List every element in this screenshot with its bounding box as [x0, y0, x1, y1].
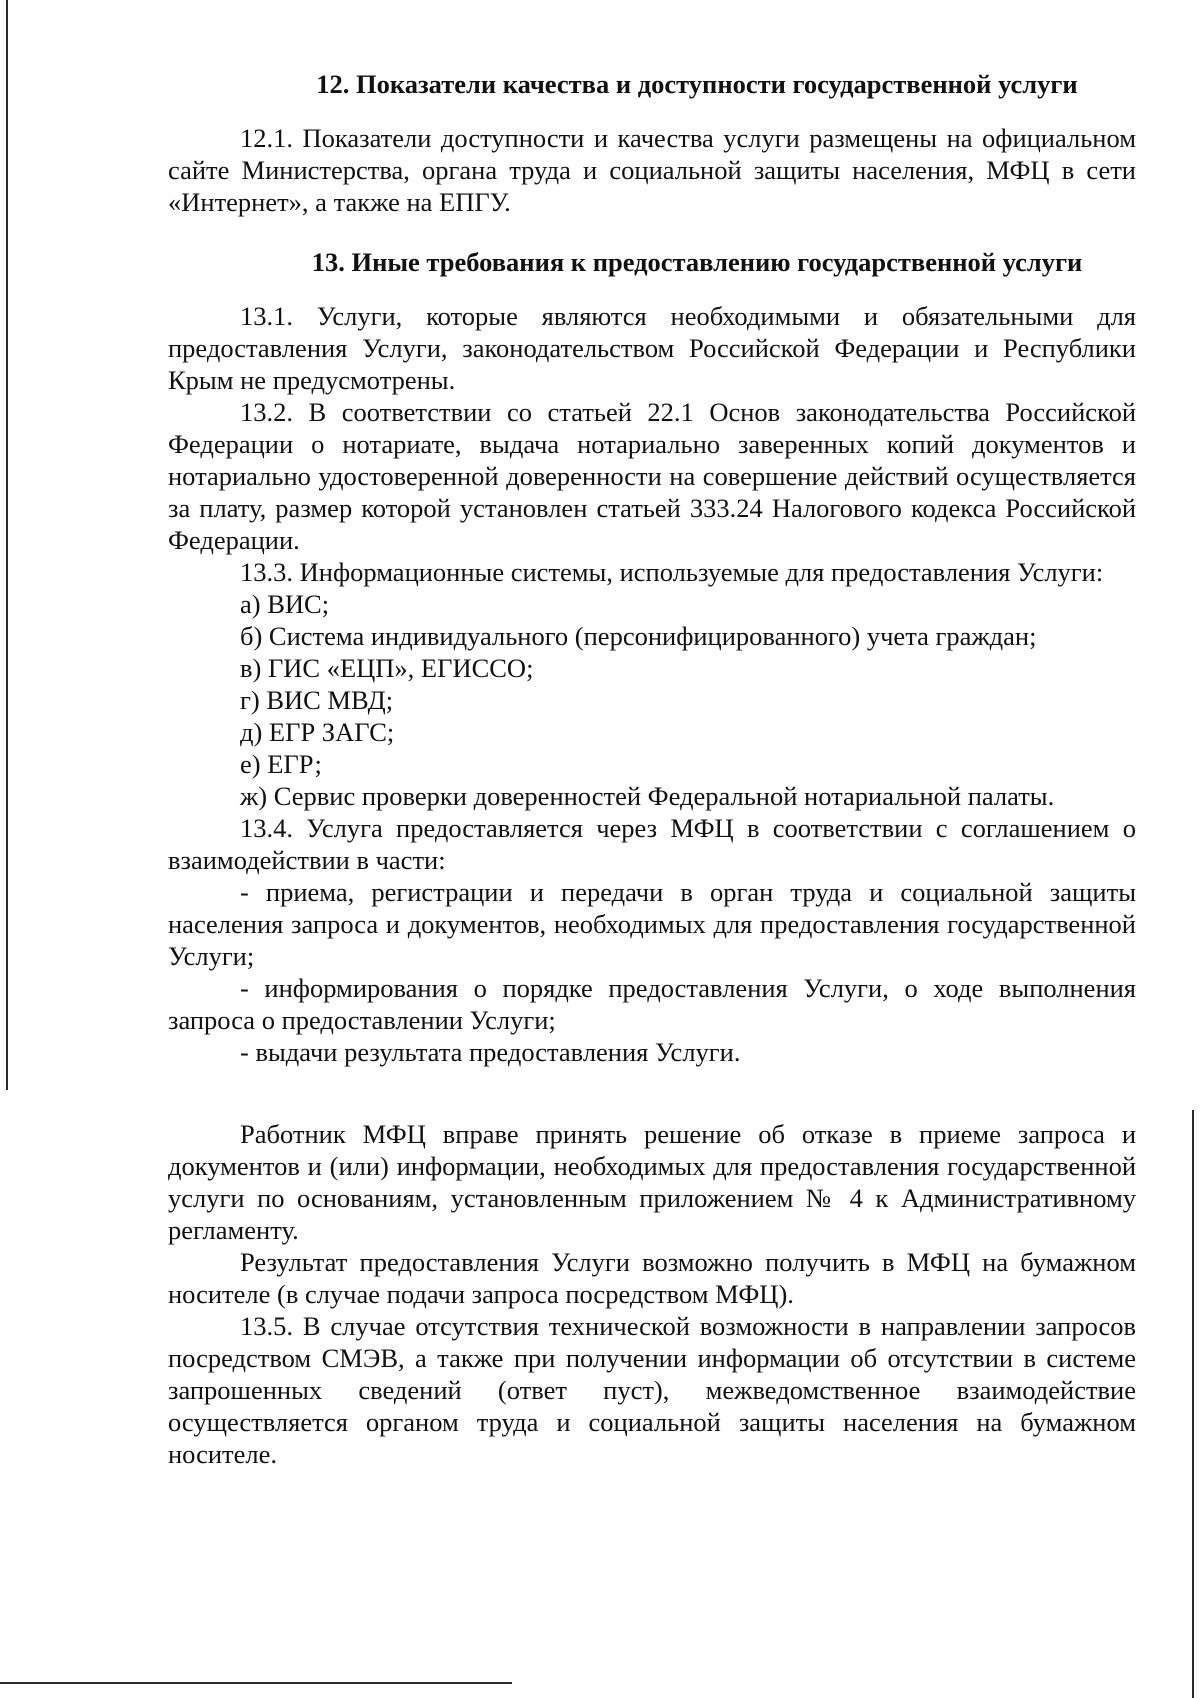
paragraph-13-1: 13.1. Услуги, которые являются необходимыми и обязательными для предоставления Услуги, законодательством Российской Федерации и Республики Крым не предусмотрены.: [168, 301, 1136, 395]
paragraph-12-1: 12.1. Показатели доступности и качества услуги размещены на официальном сайте Министерства, органа труда и социальной защиты населения, МФЦ в сети «Интернет», а также на ЕПГУ.: [168, 123, 1136, 217]
system-item-b: б) Система индивидуального (персонифицированного) учета граждан;: [240, 621, 1037, 651]
system-item-a: а) ВИС;: [240, 589, 330, 619]
list-item-informing: - информирования о порядке предоставления Услуги, о ходе выполнения запроса о предоставлении Услуги;: [168, 973, 1136, 1035]
list-item-reception: - приема, регистрации и передачи в орган труда и социальной защиты населения запроса и документов, необходимых для предоставления государственной Услуги;: [168, 877, 1136, 971]
scan-edge-bottom: [0, 1682, 512, 1684]
system-item-e: е) ЕГР;: [240, 749, 322, 779]
section-13-heading: 13. Иные требования к предоставлению государственной услуги: [311, 247, 1083, 277]
paragraph-13-4: 13.4. Услуга предоставляется через МФЦ в соответствии с соглашением о взаимодействии в части:: [168, 813, 1136, 875]
document-content: [168, 68, 1136, 1470]
system-item-d: д) ЕГР ЗАГС;: [240, 717, 395, 747]
system-item-zh: ж) Сервис проверки доверенностей Федеральной нотариальной палаты.: [240, 781, 1055, 811]
section-12-heading: 12. Показатели качества и доступности государственной услуги: [316, 69, 1078, 99]
system-item-v: в) ГИС «ЕЦП», ЕГИССО;: [240, 653, 534, 683]
system-item-g: г) ВИС МВД;: [240, 685, 394, 715]
paragraph-13-2: 13.2. В соответствии со статьей 22.1 Основ законодательства Российской Федерации о нотариате, выдача нотариально заверенных копий документов и нотариально удостоверенной доверенности на совершение действий осуществляется за плату, размер которой установлен статьей 333.24 Налогового кодекса Российской Федерации.: [168, 397, 1136, 555]
paragraph-13-5: 13.5. В случае отсутствия технической возможности в направлении запросов посредством СМЭВ, а также при получении информации об отсутствии в системе запрошенных сведений (ответ пуст), межведомственное взаимодействие осуществляется органом труда и социальной защиты населения на бумажном носителе.: [168, 1311, 1136, 1469]
paragraph-result: Результат предоставления Услуги возможно получить в МФЦ на бумажном носителе (в случае подачи запроса посредством МФЦ).: [168, 1247, 1136, 1309]
paragraph-refusal: Работник МФЦ вправе принять решение об отказе в приеме запроса и документов и (или) информации, необходимых для предоставления государственной услуги по основаниям, установленным приложением № 4 к Административному регламенту.: [168, 1119, 1136, 1245]
list-item-issuance: - выдачи результата предоставления Услуги.: [240, 1037, 741, 1067]
scan-edge-right: [1192, 1110, 1194, 1698]
scan-edge-left: [6, 0, 8, 1090]
paragraph-13-3: 13.3. Информационные системы, используемые для предоставления Услуги:: [240, 557, 1104, 587]
